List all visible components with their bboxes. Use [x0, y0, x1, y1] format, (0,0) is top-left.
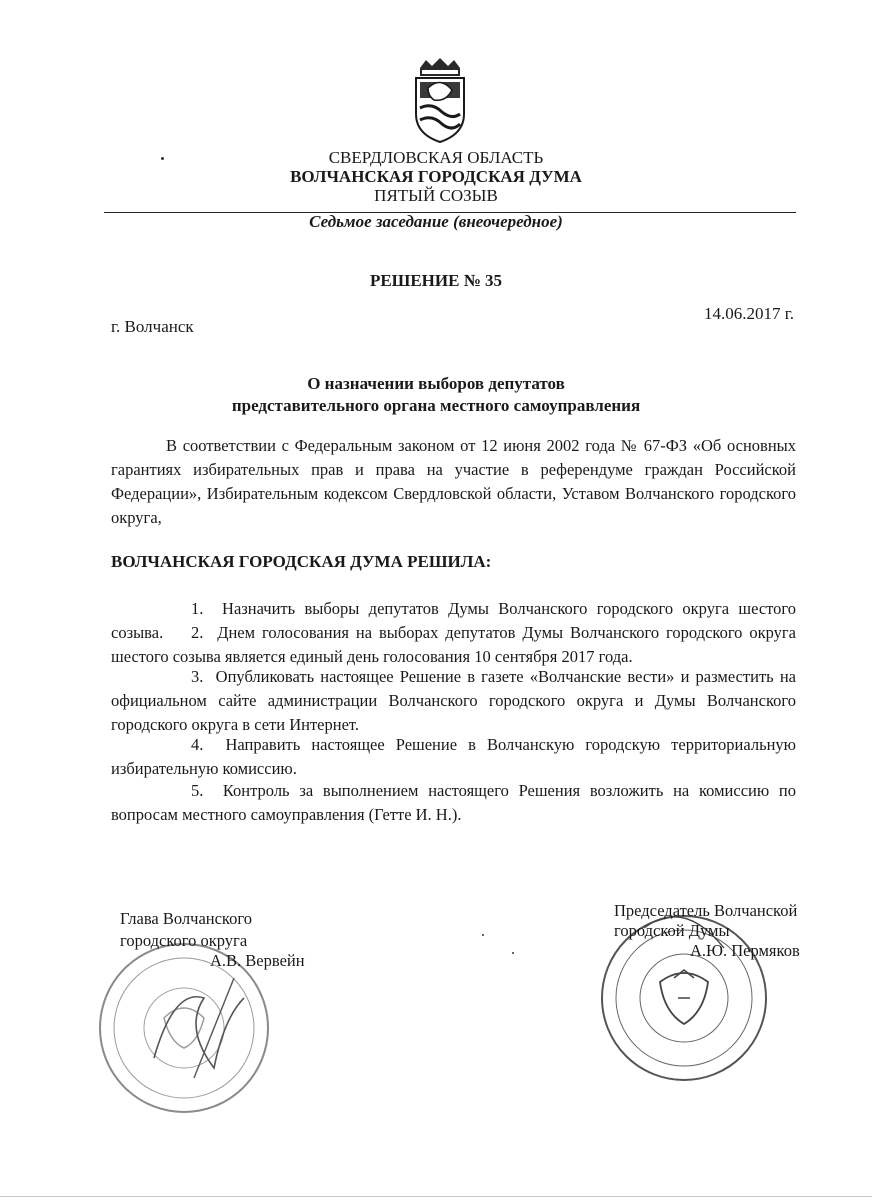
decision-title-line1: О назначении выборов депутатов [307, 374, 565, 393]
list-item [111, 733, 796, 781]
list-item [111, 621, 796, 669]
list-item [111, 779, 796, 827]
preamble-paragraph: В соответствии с Федеральным законом от 12 июня 2002 года № 67-ФЗ «Об основных гарантиях избирательных прав и права на участие в референдуме граждан Российской Федерации», Избирательным кодексом Свердловской области, Уставом Волчанского городского округа, [111, 436, 796, 527]
left-signatory-name: А.В. Вервейн [210, 951, 305, 970]
resolved-heading: ВОЛЧАНСКАЯ ГОРОДСКАЯ ДУМА РЕШИЛА: [111, 552, 492, 571]
right-signatory-name: А.Ю. Пермяков [690, 941, 800, 960]
session-heading: Седьмое заседание (внеочередное) [309, 212, 563, 231]
right-signatory-title: городской Думы [614, 921, 730, 940]
list-item [111, 665, 796, 737]
item-text: Контроль за выполнением настоящего Решения возложить на комиссию по вопросам местного самоуправления (Гетте И. Н.). [111, 781, 796, 824]
decision-city: г. Волчанск [111, 317, 194, 336]
left-signatory-title: городского округа [120, 931, 248, 950]
coat-of-arms-icon [412, 58, 468, 144]
right-signatory-title: Председатель Волчанской [614, 901, 798, 920]
duma-heading: ВОЛЧАНСКАЯ ГОРОДСКАЯ ДУМА [290, 167, 582, 186]
decision-number: РЕШЕНИЕ № 35 [369, 271, 503, 290]
item-text: Назначить выборы депутатов Думы Волчанского городского округа шестого созыва. [111, 599, 797, 642]
decision-title-line2: представительного органа местного самоуправления [231, 396, 641, 415]
page-edge [0, 1196, 872, 1197]
region-heading: СВЕРДЛОВСКАЯ ОБЛАСТЬ [328, 148, 544, 167]
left-signatory-title: Глава Волчанского [120, 909, 252, 928]
item-text: Направить настоящее Решение в Волчанскую городскую территориальную избирательную комиссию. [111, 735, 797, 778]
item-number: 3. [191, 667, 204, 686]
item-number: 4. [191, 735, 204, 754]
speck [482, 934, 484, 936]
convocation-heading: ПЯТЫЙ СОЗЫВ [374, 186, 498, 205]
speck [512, 952, 514, 954]
item-text: Опубликовать настоящее Решение в газете «Волчанские вести» и разместить на официальном сайте администрации Волчанского городского округа и Думы Волчанского городского округа в сети Интернет. [111, 667, 796, 734]
item-text: Днем голосования на выборах депутатов Думы Волчанского городского округа шестого созыва является единый день голосования 10 сентября 2017 года. [111, 623, 796, 666]
decision-date: 14.06.2017 г. [703, 304, 794, 323]
item-number: 5. [191, 781, 204, 800]
item-number: 2. [191, 623, 204, 642]
item-number: 1. [191, 599, 204, 618]
